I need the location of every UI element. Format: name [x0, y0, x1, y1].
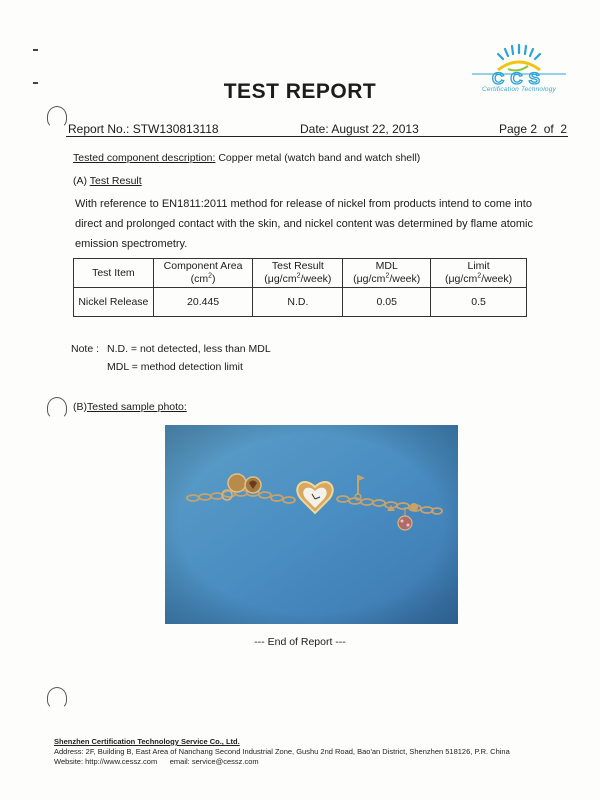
- section-a-prefix: (A): [73, 175, 87, 187]
- header-test-item: Test Item: [74, 259, 154, 288]
- footer-contact: [54, 757, 259, 766]
- tested-component-value: Copper metal (watch band and watch shell): [218, 152, 421, 164]
- cell-component-area: 20.445: [153, 288, 253, 317]
- result-table: [73, 258, 527, 317]
- scan-speck: [33, 49, 38, 51]
- section-b-heading: [73, 401, 187, 413]
- cell-limit: 0.5: [431, 288, 527, 317]
- report-no-label: Report No.:: [68, 122, 130, 136]
- section-b-title: Tested sample photo:: [87, 401, 187, 413]
- note-label: Note :: [71, 343, 100, 355]
- section-a-heading: [73, 175, 142, 187]
- section-a-title: Test Result: [89, 175, 142, 187]
- report-no-value: STW130813118: [132, 122, 219, 136]
- header-mdl: MDL $(\mu g/cm^2/week)$: [343, 259, 431, 288]
- binder-hole: [47, 106, 67, 128]
- report-no: [68, 122, 219, 136]
- tested-component: [73, 152, 420, 164]
- report-date: [300, 122, 419, 136]
- header-limit: Limit $(\mu g/cm^2/week)$: [431, 259, 527, 288]
- paragraph-line: With reference to EN1811:2011 method for release of nickel from products intend to come into: [75, 198, 532, 210]
- header-divider: [66, 136, 568, 137]
- footer-website: Website: http://www.cessz.com: [54, 757, 158, 766]
- tested-component-label: Tested component description:: [73, 152, 216, 164]
- page-indicator: Page 2 of 2: [499, 122, 568, 136]
- section-a-paragraph: [75, 194, 545, 254]
- note-line-1: N.D. = not detected, less than MDL: [107, 343, 271, 355]
- footer-address: Address: 2F, Building B, East Area of Nanchang Second Industrial Zone, Gushu 2nd Road, Bao'an District, Shenzhen 518126, P.R. China: [54, 747, 510, 756]
- binder-hole: [47, 397, 67, 419]
- header-test-result: Test Result $(\mu g/cm^2/week)$: [253, 259, 343, 288]
- page-title: TEST REPORT: [223, 80, 377, 103]
- footer-company: Shenzhen Certification Technology Service Co., Ltd.: [54, 737, 240, 746]
- logo-tagline: Certification Technology: [482, 86, 556, 93]
- table-row: [74, 288, 527, 317]
- footer-email: email: service@cessz.com: [169, 757, 259, 766]
- date-value: August 22, 2013: [331, 122, 419, 136]
- cell-test-result: N.D.: [253, 288, 343, 317]
- paragraph-line: emission spectrometry.: [75, 238, 188, 250]
- cell-test-item: Nickel Release: [74, 288, 154, 317]
- paragraph-line: direct and prolonged contact with the skin, and nickel content was determined by flame atomic: [75, 218, 533, 230]
- header-component-area: Component Area $(cm^2)$: [153, 259, 253, 288]
- section-b-prefix: (B): [73, 401, 87, 413]
- cell-mdl: 0.05: [343, 288, 431, 317]
- bracelet-photo-graphic: [165, 425, 458, 624]
- table-header-row: [74, 259, 527, 288]
- end-of-report: --- End of Report ---: [254, 636, 346, 648]
- binder-hole: [47, 687, 67, 709]
- logo-letters: CCS: [492, 69, 546, 88]
- note-line-2: MDL = method detection limit: [107, 361, 243, 373]
- date-label: Date:: [300, 122, 329, 136]
- sample-photo: [165, 425, 458, 624]
